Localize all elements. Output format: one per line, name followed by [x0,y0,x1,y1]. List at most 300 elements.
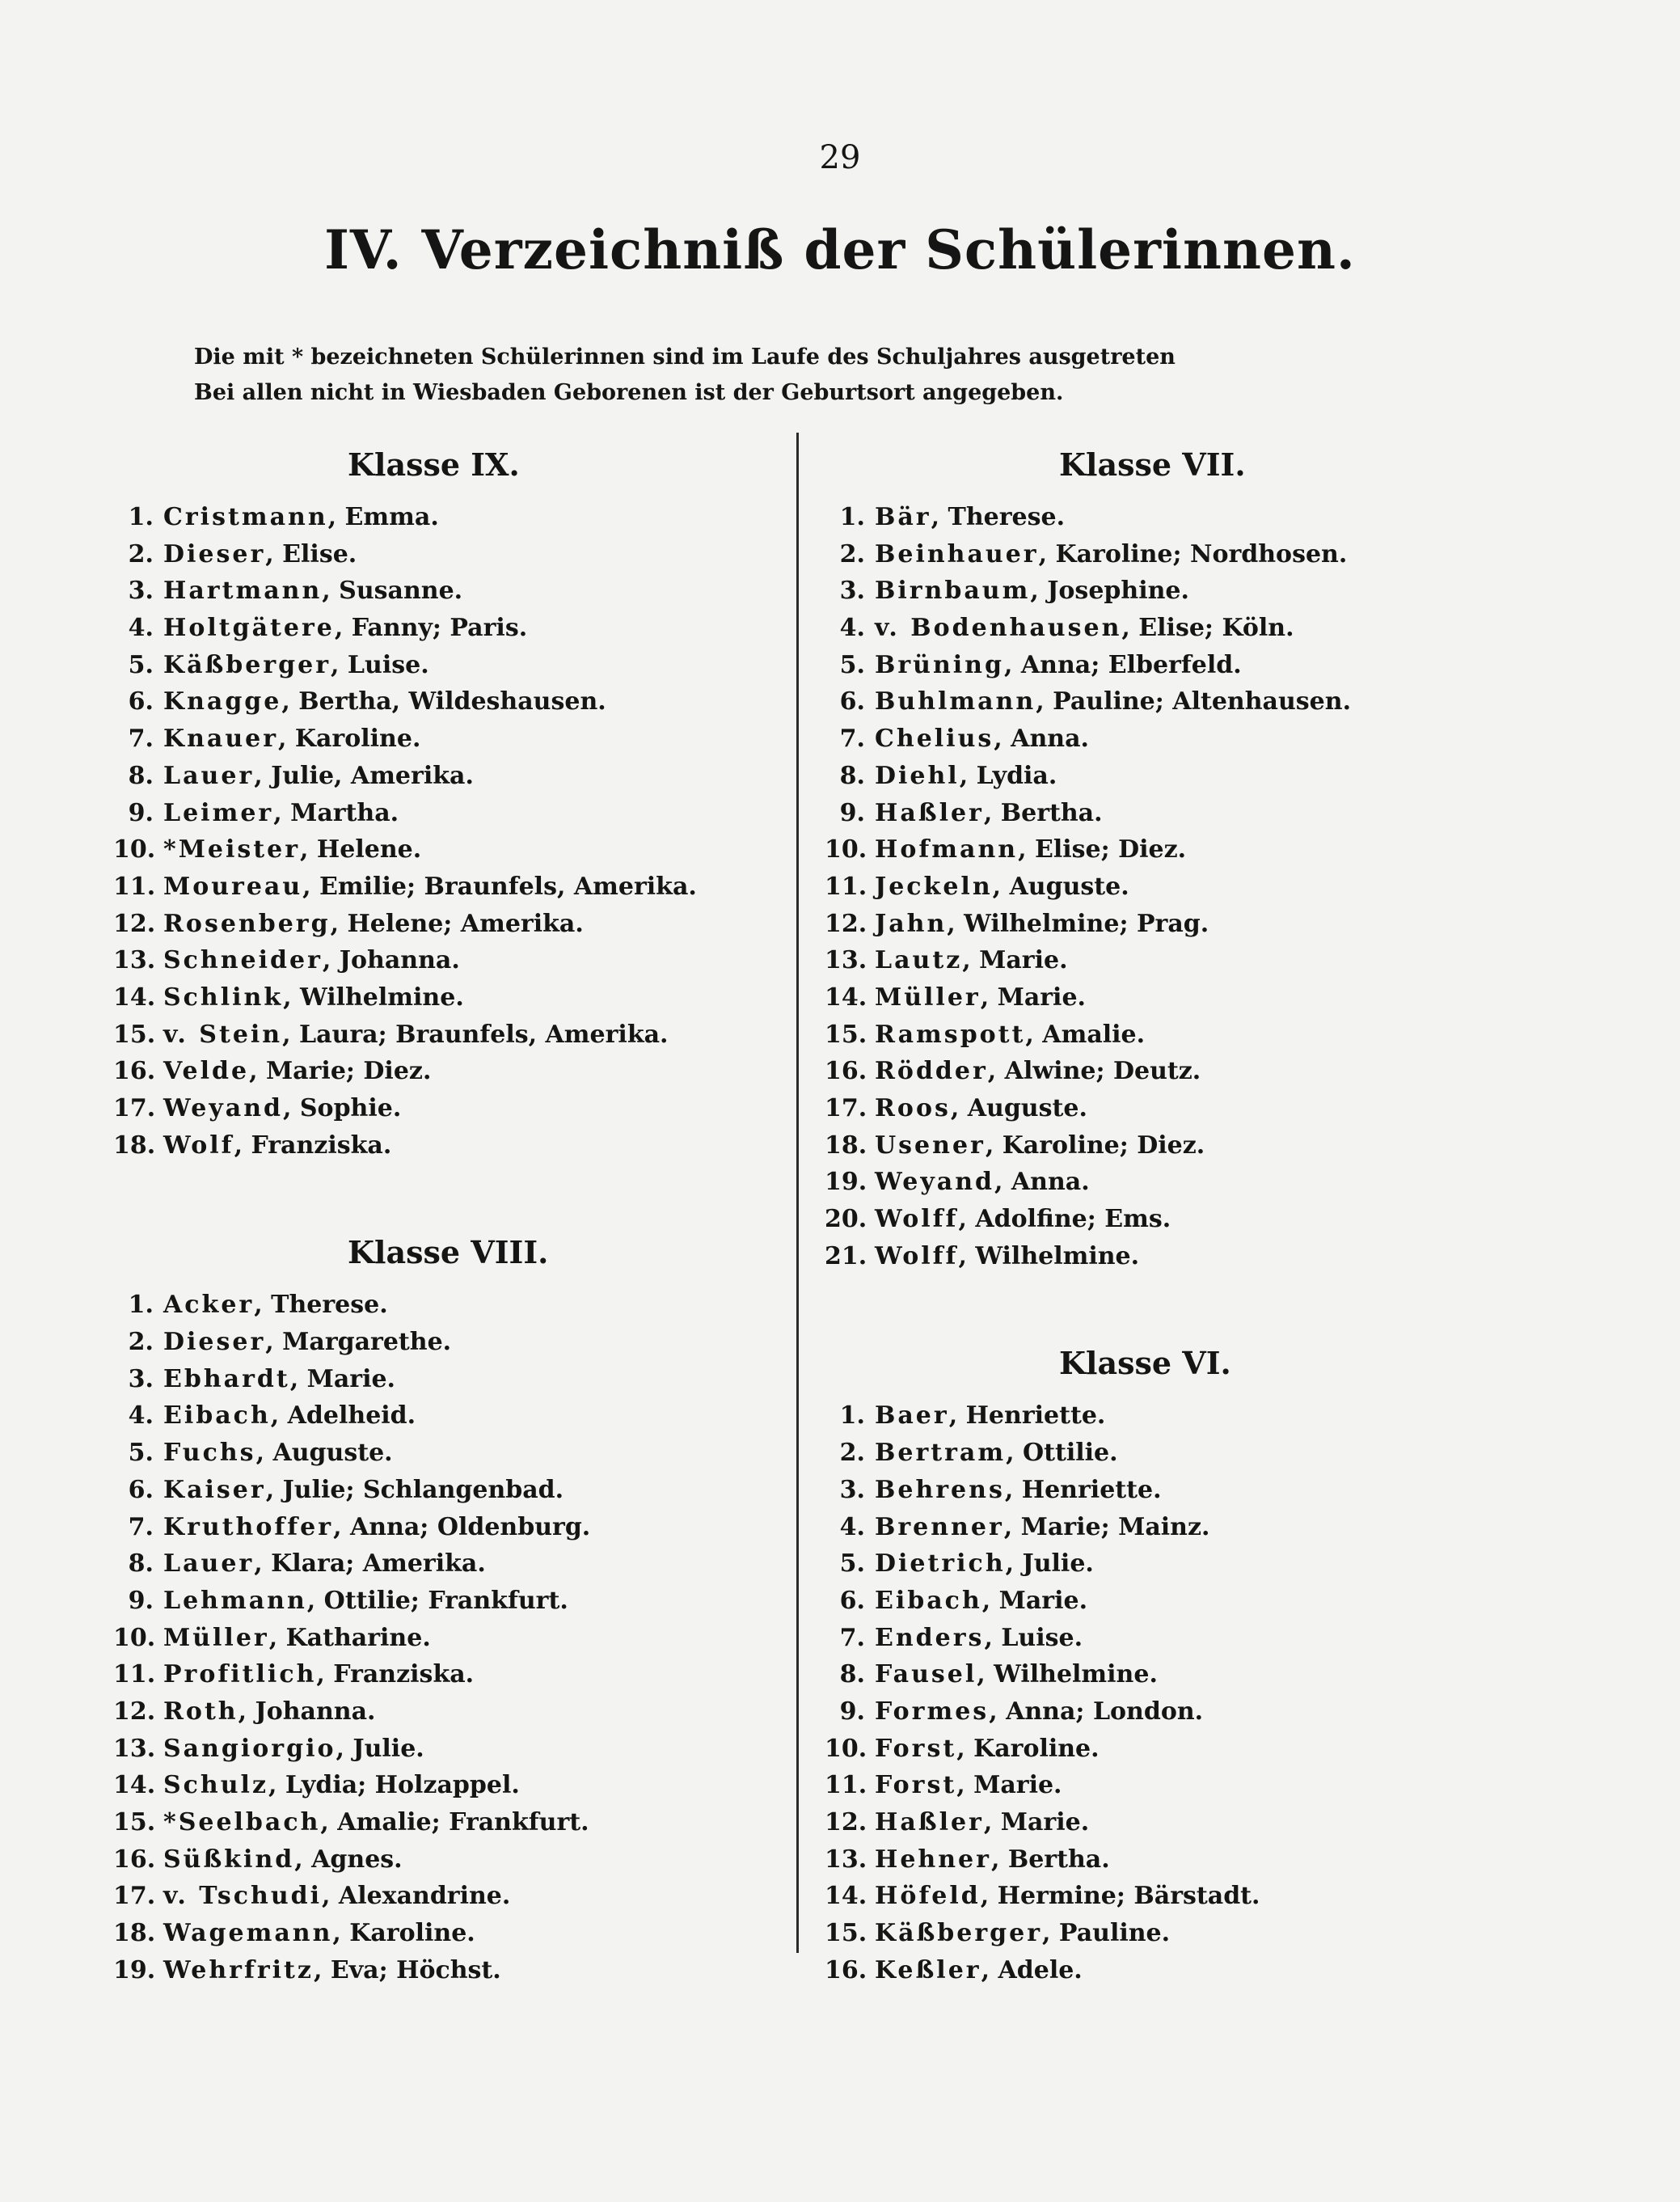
student-entry [825,942,1552,979]
entry-details: , Henriette. [948,1401,1106,1431]
student-entry [113,1053,776,1090]
entry-details: , Elise; Köln. [1121,614,1294,643]
student-entry [825,683,1552,721]
entry-surname: Süßkind [163,1845,295,1874]
entry-number: 1. [128,503,154,531]
entry-number: 4. [128,614,154,643]
entry-number: 18. [825,1131,867,1160]
entry-surname: Eibach [163,1401,271,1431]
entry-details: , Therese. [931,503,1066,531]
entry-surname: Knauer [163,725,279,754]
entry-surname: Schneider [163,946,323,975]
entry-surname: Usener [875,1131,986,1160]
entry-surname: Haßler [875,1808,984,1836]
section-gap [825,1274,1552,1339]
student-entry [113,1583,776,1620]
entry-details: , Adolfine; Ems. [958,1205,1171,1234]
student-entry [825,869,1552,906]
right-column [825,441,1552,1989]
student-entry [825,1127,1552,1164]
student-entry [113,1878,776,1915]
column-divider [796,433,799,1953]
entry-number: 13. [113,1734,156,1763]
entry-number: 6. [839,687,865,716]
student-entry [113,647,776,684]
entry-number: 8. [839,761,865,790]
entry-details: , Katharine. [268,1623,431,1652]
entry-details: , Anna; Elberfeld. [1003,650,1242,679]
entry-number: 21. [825,1241,867,1270]
entry-details: , Marie. [980,983,1086,1012]
student-entry [113,1841,776,1879]
entry-number: 16. [825,1955,867,1984]
entry-details: , Emilie; Braunfels, Amerika. [302,872,697,901]
entry-details: , Julie. [1005,1549,1094,1579]
entry-number: 16. [113,1845,156,1874]
entry-details: , Bertha, Wildeshausen. [281,687,606,716]
entry-surname: v. Tschudi [163,1882,323,1911]
entry-surname: Schulz [163,1771,268,1800]
student-entry [825,1878,1552,1915]
entry-number: 2. [839,1439,865,1468]
entry-surname: v. Bodenhausen [875,614,1122,643]
entry-details: , Pauline; Altenhausen. [1036,687,1352,716]
entry-number: 6. [128,687,154,716]
student-entry [825,1016,1552,1054]
entry-surname: Rosenberg [163,909,331,938]
student-entry [825,906,1552,943]
entry-number: 2. [128,1328,154,1357]
entry-details: , Susanne. [322,577,463,606]
student-entry [825,1090,1552,1127]
entry-surname: Eibach [875,1586,982,1615]
entry-number: 8. [128,761,154,790]
student-entry [113,795,776,832]
entry-surname: Lauer [163,761,255,790]
entry-number: 7. [128,725,154,754]
student-entry [113,536,776,573]
entry-details: , Wilhelmine. [977,1660,1158,1689]
entry-number: 14. [825,1882,867,1911]
entry-surname: *Meister [163,835,301,864]
entry-details: , Fanny; Paris. [334,614,528,643]
entry-surname: Fausel [875,1660,977,1689]
entry-surname: Kruthoffer [163,1512,334,1541]
student-entry [113,1952,776,1989]
entry-number: 10. [113,835,156,864]
student-entry [825,1164,1552,1201]
class-heading: Klasse VIII. [348,1234,549,1271]
entry-details: , Auguste. [255,1439,393,1468]
entry-number: 8. [839,1660,865,1689]
student-entry [825,1841,1552,1879]
entry-details: , Pauline. [1042,1919,1171,1948]
note-line: Die mit * bezeichneten Schülerinnen sind im Laufe des Schuljahres ausgetreten [194,344,1176,370]
entry-details: , Anna; London. [989,1697,1204,1726]
section-gap [113,1164,776,1228]
entry-surname: Rödder [875,1057,988,1086]
entry-surname: Leimer [163,798,274,827]
entry-details: , Ottilie; Frankfurt. [306,1586,568,1615]
student-entry [825,1731,1552,1768]
entry-details: , Laura; Braunfels, Amerika. [282,1020,669,1049]
entry-surname: Bertram [875,1439,1007,1468]
entry-surname: Roos [875,1094,951,1122]
entry-details: , Sophie. [283,1094,402,1122]
entry-details: , Wilhelmine. [283,983,464,1012]
entry-surname: Dieser [163,1328,266,1357]
entry-details: , Josephine. [1030,577,1189,606]
entry-number: 12. [113,909,156,938]
entry-number: 3. [128,577,154,606]
entry-surname: Höfeld [875,1882,981,1911]
student-entry [825,1201,1552,1238]
entry-details: , Karoline. [956,1734,1100,1763]
entry-surname: Sangiorgio [163,1734,336,1763]
student-entry [113,1324,776,1361]
student-entry [825,979,1552,1016]
entry-surname: Dietrich [875,1549,1006,1579]
student-entry [113,1620,776,1657]
entry-details: , Adelheid. [270,1401,416,1431]
student-entry [113,906,776,943]
entry-number: 2. [128,539,154,568]
entry-surname: Ebhardt [163,1364,290,1393]
student-entry [825,1583,1552,1620]
student-entry [113,1016,776,1054]
student-entry [825,1509,1552,1546]
student-entry [825,573,1552,610]
entry-surname: Velde [163,1057,250,1086]
student-entry [825,1656,1552,1693]
entry-number: 14. [825,983,867,1012]
entry-number: 5. [839,650,865,679]
entry-details: , Klara; Amerika. [254,1549,486,1579]
entry-details: , Adele. [981,1955,1083,1984]
entry-number: 19. [825,1168,867,1197]
entry-number: 10. [825,835,867,864]
student-entry [825,758,1552,795]
entry-details: , Auguste. [992,872,1129,901]
entry-surname: Ramspott [875,1020,1026,1049]
entry-details: , Margarethe. [265,1328,452,1357]
entry-surname: Forst [875,1771,957,1800]
student-entry [113,1361,776,1398]
entry-details: , Elise; Diez. [1018,835,1187,864]
entry-surname: Brüning [875,650,1004,679]
entry-surname: Wolf [163,1131,234,1160]
entry-surname: Wagemann [163,1919,333,1948]
entry-details: , Luise. [984,1623,1083,1652]
student-entry [825,610,1552,647]
student-entry [113,1472,776,1509]
student-entry [113,1731,776,1768]
entry-number: 12. [825,1808,867,1836]
student-entry [825,499,1552,536]
entry-surname: Hartmann [163,577,323,606]
entry-surname: Diehl [875,761,960,790]
entry-surname: Profitlich [163,1660,317,1689]
entry-details: , Martha. [273,798,399,827]
entry-number: 5. [839,1549,865,1579]
entry-details: , Marie. [983,1808,1090,1836]
student-entry [825,1767,1552,1804]
entry-details: , Amalie. [1025,1020,1146,1049]
student-entry [825,1435,1552,1472]
entry-number: 9. [839,1697,865,1726]
student-entry [113,1915,776,1952]
entry-details: , Karoline. [332,1919,475,1948]
entry-number: 15. [825,1919,867,1948]
student-entry [113,573,776,610]
entry-number: 4. [128,1401,154,1431]
student-entry [113,1090,776,1127]
entry-surname: Roth [163,1697,238,1726]
entry-number: 3. [839,1475,865,1504]
page-number: 29 [819,139,861,176]
entry-number: 14. [113,1771,156,1800]
entry-number: 10. [113,1623,156,1652]
student-entry [825,1545,1552,1583]
class-heading: Klasse VII. [1059,446,1246,483]
entry-number: 9. [839,798,865,827]
student-entry [113,979,776,1016]
entry-details: , Lydia. [959,761,1057,790]
student-entry [113,1545,776,1583]
entry-details: , Johanna. [322,946,460,975]
student-entry [113,610,776,647]
student-entry [825,1915,1552,1952]
student-entry [825,721,1552,758]
entry-details: , Alwine; Deutz. [987,1057,1201,1086]
student-entry [113,831,776,869]
student-entry [825,1620,1552,1657]
entry-number: 15. [113,1020,156,1049]
entry-details: , Marie. [962,946,1068,975]
entry-details: , Amalie; Frankfurt. [320,1808,589,1836]
entry-details: , Marie. [289,1364,396,1393]
entry-surname: Kaiser [163,1475,266,1504]
page-title: IV. Verzeichniß der Schülerinnen. [324,218,1356,281]
entry-surname: Chelius [875,725,994,754]
entry-number: 17. [113,1882,156,1911]
entry-surname: Formes [875,1697,990,1726]
entry-details: , Anna. [994,725,1089,754]
entry-surname: Käßberger [875,1919,1043,1948]
entry-surname: Hehner [875,1845,991,1874]
entry-number: 3. [839,577,865,606]
entry-number: 3. [128,1364,154,1393]
student-entry [825,536,1552,573]
entry-details: , Agnes. [294,1845,403,1874]
student-entry [113,1287,776,1324]
entry-number: 18. [113,1131,156,1160]
student-entry [113,1804,776,1841]
entry-surname: Müller [163,1623,269,1652]
student-entry [113,1767,776,1804]
notes [194,340,1176,411]
student-entry [825,1238,1552,1275]
student-entry [113,683,776,721]
student-entry [113,1127,776,1164]
entry-surname: Buhlmann [875,687,1036,716]
student-entry [825,795,1552,832]
entry-details: , Elise. [265,539,357,568]
student-entry [113,1397,776,1435]
entry-number: 17. [825,1094,867,1122]
entry-number: 12. [825,909,867,938]
entry-details: , Emma. [327,503,439,531]
entry-details: , Julie. [336,1734,424,1763]
entry-details: , Julie, Amerika. [254,761,474,790]
entry-details: , Ottilie. [1006,1439,1118,1468]
entry-number: 15. [825,1020,867,1049]
entry-details: , Hermine; Bärstadt. [980,1882,1260,1911]
entry-number: 5. [128,1439,154,1468]
student-entry [113,758,776,795]
entry-details: , Karoline; Diez. [985,1131,1205,1160]
entry-number: 13. [113,946,156,975]
entry-details: , Marie; Diez. [249,1057,432,1086]
entry-details: , Bertha. [983,798,1103,827]
entry-number: 9. [128,798,154,827]
entry-details: , Auguste. [950,1094,1087,1122]
entry-surname: Enders [875,1623,985,1652]
entry-surname: Wehrfritz [163,1955,314,1984]
entry-surname: Lautz [875,946,963,975]
entry-surname: Forst [875,1734,957,1763]
entry-number: 12. [113,1697,156,1726]
entry-surname: Cristmann [163,503,328,531]
entry-details: , Anna. [994,1168,1090,1197]
student-entry [113,1656,776,1693]
student-entry [113,1693,776,1731]
entry-details: , Eva; Höchst. [313,1955,501,1984]
entry-number: 20. [825,1205,867,1234]
entry-details: , Karoline. [278,725,421,754]
entry-surname: Lauer [163,1549,255,1579]
entry-surname: Acker [163,1291,255,1320]
entry-number: 10. [825,1734,867,1763]
entry-details: , Anna; Oldenburg. [333,1512,591,1541]
entry-number: 5. [128,650,154,679]
entry-details: , Wilhelmine; Prag. [947,909,1209,938]
entry-details: , Bertha. [990,1845,1110,1874]
entry-number: 19. [113,1955,156,1984]
entry-number: 1. [128,1291,154,1320]
entry-surname: Weyand [875,1168,994,1197]
entry-surname: Brenner [875,1512,1004,1541]
student-entry [113,721,776,758]
entry-number: 15. [113,1808,156,1836]
class-heading: Klasse VI. [1059,1345,1231,1382]
entry-number: 4. [839,614,865,643]
entry-details: , Henriette. [1004,1475,1162,1504]
entry-surname: Müller [875,983,981,1012]
entry-details: , Luise. [331,650,429,679]
entry-surname: Lehmann [163,1586,307,1615]
entry-number: 11. [825,1771,867,1800]
student-entry [113,499,776,536]
entry-number: 9. [128,1586,154,1615]
student-entry [825,1952,1552,1989]
entry-number: 17. [113,1094,156,1122]
entry-number: 1. [839,1401,865,1431]
entry-number: 2. [839,539,865,568]
entry-number: 6. [128,1475,154,1504]
entry-surname: Birnbaum [875,577,1031,606]
entry-number: 16. [825,1057,867,1086]
entry-surname: Weyand [163,1094,283,1122]
entry-details: , Karoline; Nordhosen. [1038,539,1348,568]
entry-number: 18. [113,1919,156,1948]
entry-number: 11. [113,1660,156,1689]
entry-surname: Käßberger [163,650,331,679]
entry-surname: Jeckeln [875,872,993,901]
entry-surname: Dieser [163,539,266,568]
entry-details: , Julie; Schlangenbad. [265,1475,564,1504]
entry-number: 7. [128,1512,154,1541]
entry-surname: Haßler [875,798,984,827]
student-entry [113,1435,776,1472]
entry-details: , Wilhelmine. [958,1241,1140,1270]
entry-surname: Behrens [875,1475,1005,1504]
entry-surname: Beinhauer [875,539,1039,568]
entry-number: 16. [113,1057,156,1086]
entry-number: 13. [825,946,867,975]
entry-details: , Marie. [981,1586,1088,1615]
entry-surname: v. Stein [163,1020,283,1049]
entry-details: , Helene; Amerika. [330,909,584,938]
entry-surname: Wolff [875,1205,959,1234]
student-entry [825,647,1552,684]
entry-number: 7. [839,1623,865,1652]
student-entry [825,1397,1552,1435]
class-heading: Klasse IX. [348,446,520,483]
entry-surname: Baer [875,1401,949,1431]
entry-details: , Therese. [254,1291,388,1320]
left-column [113,441,776,1989]
entry-details: , Franziska. [316,1660,475,1689]
entry-details: , Franziska. [234,1131,392,1160]
entry-surname: Knagge [163,687,282,716]
entry-surname: Keßler [875,1955,981,1984]
entry-details: , Lydia; Holzappel. [268,1771,520,1800]
student-entry [825,831,1552,869]
student-entry [113,869,776,906]
entry-surname: Bär [875,503,931,531]
entry-surname: Holtgätere [163,614,335,643]
entry-surname: Jahn [875,909,948,938]
entry-number: 8. [128,1549,154,1579]
entry-details: , Marie; Mainz. [1003,1512,1210,1541]
student-entry [113,942,776,979]
entry-number: 1. [839,503,865,531]
entry-surname: Wolff [875,1241,959,1270]
entry-details: , Marie. [956,1771,1062,1800]
entry-surname: *Seelbach [163,1808,321,1836]
entry-number: 13. [825,1845,867,1874]
entry-number: 7. [839,725,865,754]
student-entry [825,1472,1552,1509]
entry-number: 11. [825,872,867,901]
note-line: Bei allen nicht in Wiesbaden Geborenen ist der Geburtsort angegeben. [194,380,1064,405]
student-entry [825,1693,1552,1731]
student-entry [825,1804,1552,1841]
student-entry [825,1053,1552,1090]
entry-details: , Alexandrine. [322,1882,511,1911]
entry-surname: Fuchs [163,1439,256,1468]
